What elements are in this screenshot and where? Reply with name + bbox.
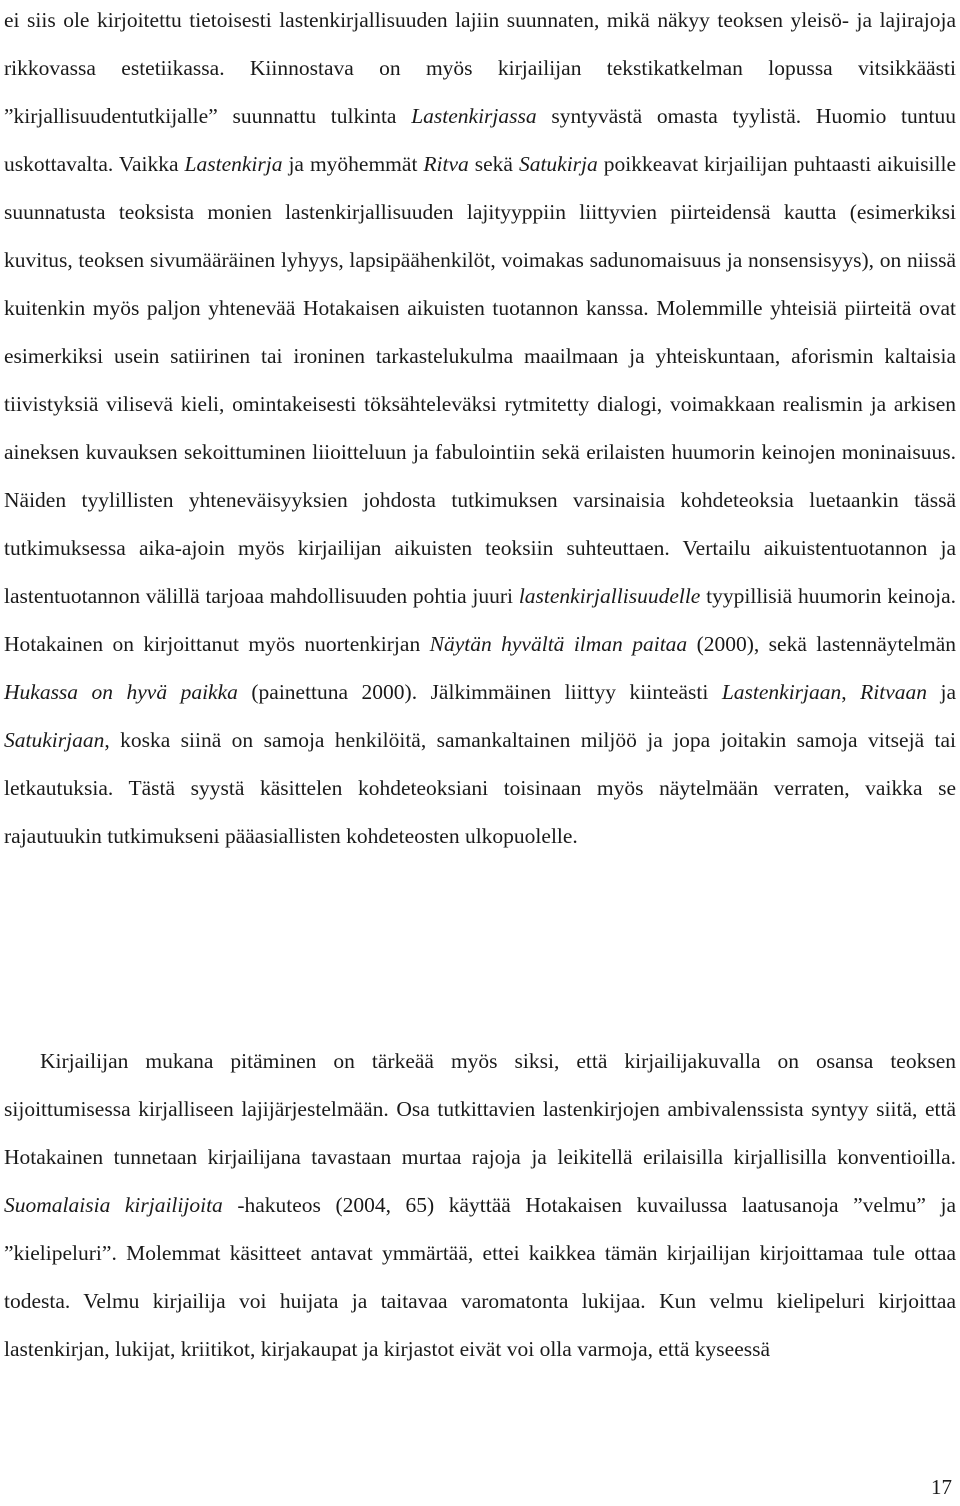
- text-run: ,: [841, 680, 861, 704]
- text-run: ei siis ole kirjoitettu tietoisesti lastenkirjallisuuden lajiin suunnaten, mikä näkyy teoksen yleisö- ja lajirajoja rikkovassa estetiikassa. Kiinnostava on myös kirjailijan tekstikatkelman lopussa vitsikkäästi ”kirjallisuudentutkijalle” suunnattu tulkinta: [4, 8, 956, 128]
- text-run: ja: [927, 680, 956, 704]
- text-run: poikkeavat kirjailijan puhtaasti aikuisille suunnatusta teoksista monien lastenkirjallisuuden lajityyppiin liittyvien piirteidensä kautta (esimerkiksi kuvitus, teoksen sivumääräinen lyhyys, lapsipäähenkilöt, voimakas sadunomaisuus ja nonsensisyys), on niissä kuitenkin myös paljon yhtenevää Hotakaisen aikuisten tuotannon kanssa. Molemmille yhteisiä piirteitä ovat esimerkiksi usein satiirinen tai ironinen tarkastelukulma maailmaan ja yhteiskuntaan, aforismin kaltaisia tiivistyksiä vilisevä kieli, omintakeisesti töksähteleväksi rytmitetty dialogi, voimakkaan realismin ja arkisen aineksen kuvauksen sekoittuminen liioitteluun ja fabulointiin sekä erilaisten huumorin keinojen moninaisuus. Näiden tyylillisten yhteneväisyyksien johdosta tutkimuksen varsinaisia kohdeteoksia luetaankin tässä tutkimuksessa aika-ajoin myös kirjailijan aikuisten teoksiin suhteuttaen. Vertailu aikuistentuotannon ja lastentuotannon välillä tarjoaa mahdollisuuden pohtia juuri: [4, 152, 957, 608]
- page-number: 17: [931, 1475, 952, 1499]
- title-ritva: Ritva: [423, 152, 469, 176]
- title-suomalaisia-kirjailijoita: Suomalaisia kirjailijoita: [4, 1193, 223, 1217]
- title-hukassa: Hukassa on hyvä paikka: [4, 680, 238, 704]
- text-run: tyypillisiä huumorin keinoja. Hotakainen on kirjoittanut myös nuortenkirjan: [4, 584, 957, 656]
- body-paragraph-1: [4, 0, 956, 860]
- text-run: sekä: [468, 152, 519, 176]
- title-lastenkirja: Lastenkirjassa: [411, 104, 537, 128]
- text-run: ja myöhemmät: [282, 152, 424, 176]
- title-lastenkirja: Lastenkirja: [184, 152, 283, 176]
- title-ritvaan: Ritvaan: [860, 680, 927, 704]
- text-run: (2000), sekä lastennäytelmän: [687, 632, 956, 656]
- text-run: Kirjailijan mukana pitäminen on tärkeää myös siksi, että kirjailijakuvalla on osansa teoksen sijoittumisessa kirjalliseen lajijärjestelmään. Osa tutkittavien lastenkirjojen ambivalenssista syntyy siitä, että Hotakainen tunnetaan kirjailijana tavastaan murtaa rajoja ja leikitellä erilaisilla kirjallisilla konventioilla.: [4, 1049, 956, 1169]
- body-paragraph-2: [4, 1037, 956, 1373]
- title-satukirjaan: Satukirjaan: [4, 728, 105, 752]
- emphasis-lastenkirjallisuudelle: lastenkirjallisuudelle: [518, 584, 701, 608]
- text-run: , koska siinä on samoja henkilöitä, samankaltainen miljöö ja jopa joitakin samoja vitsejä tai letkautuksia. Tästä syystä käsittelen kohdeteoksiani toisinaan myös näytelmään verraten, vaikka se rajautuukin tutkimukseni pääasiallisten kohdeteosten ulkopuolelle.: [4, 728, 956, 848]
- text-run: (painettuna 2000). Jälkimmäinen liittyy kiinteästi: [237, 680, 722, 704]
- text-run: syntyvästä omasta tyylistä. Huomio tuntuu uskottavalta. Vaikka: [4, 104, 956, 176]
- title-satukirja: Satukirja: [518, 152, 598, 176]
- title-naytan-hyvalta: Näytän hyvältä ilman paitaa: [429, 632, 688, 656]
- text-run: -hakuteos (2004, 65) käyttää Hotakaisen kuvailussa laatusanoja ”velmu” ja ”kielipeluri”. Molemmat käsitteet antavat ymmärtää, ettei kaikkea tämän kirjailijan kirjoittamaa tule ottaa todesta. Velmu kirjailija voi huijata ja taitavaa varomatonta lukijaa. Kun velmu kielipeluri kirjoittaa lastenkirjan, lukijat, kriitikot, kirjakaupat ja kirjastot eivät voi olla varmoja, että kyseessä: [4, 1193, 956, 1361]
- title-lastenkirjaan: Lastenkirjaan: [721, 680, 842, 704]
